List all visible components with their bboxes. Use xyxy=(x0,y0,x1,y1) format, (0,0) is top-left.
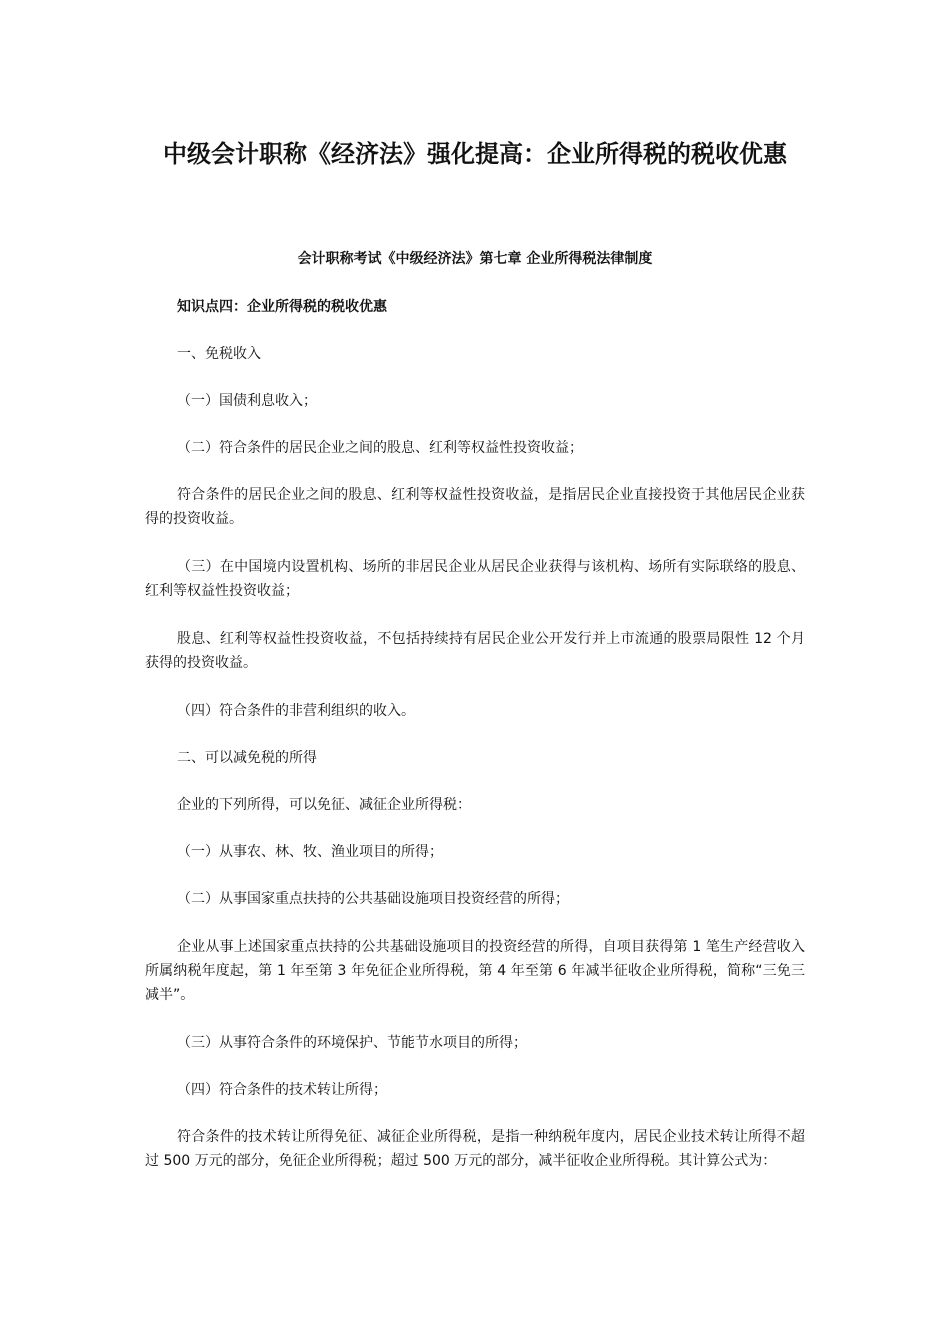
document-title: 中级会计职称《经济法》强化提高：企业所得税的税收优惠 xyxy=(163,139,787,168)
paragraph: 企业的下列所得，可以免征、减征企业所得税： xyxy=(177,797,471,813)
paragraph: （四）符合条件的非营利组织的收入。 xyxy=(177,703,415,719)
paragraph: （四）符合条件的技术转让所得； xyxy=(177,1082,387,1098)
paragraph: （三）在中国境内设置机构、场所的非居民企业从居民企业获得与该机构、场所有实际联络的股息、红利等权益性投资收益； xyxy=(145,559,805,599)
paragraph: （三）从事符合条件的环境保护、节能节水项目的所得； xyxy=(177,1035,527,1051)
paragraph: 符合条件的居民企业之间的股息、红利等权益性投资收益，是指居民企业直接投资于其他居民企业获得的投资收益。 xyxy=(145,487,805,527)
paragraph: 企业从事上述国家重点扶持的公共基础设施项目的投资经营的所得，自项目获得第 1 笔生产经营收入所属纳税年度起，第 1 年至第 3 年免征企业所得税，第 4 年至第 6 年减半征收企业所得税，简称“三免三减半”。 xyxy=(145,939,805,1003)
paragraph: 股息、红利等权益性投资收益，不包括持续持有居民企业公开发行并上市流通的股票局限性 12 个月获得的投资收益。 xyxy=(145,631,805,671)
paragraph: 二、可以减免税的所得 xyxy=(177,750,317,766)
paragraph: （一）从事农、林、牧、渔业项目的所得； xyxy=(177,844,443,860)
paragraph: 一、免税收入 xyxy=(177,346,261,362)
paragraph: （一）国债利息收入； xyxy=(177,393,317,409)
paragraph: 符合条件的技术转让所得免征、减征企业所得税，是指一种纳税年度内，居民企业技术转让所得不超过 500 万元的部分，免征企业所得税；超过 500 万元的部分，减半征收企业所得税。其计算公式为： xyxy=(145,1129,805,1169)
paragraph: （二）符合条件的居民企业之间的股息、红利等权益性投资收益； xyxy=(177,440,583,456)
paragraph: （二）从事国家重点扶持的公共基础设施项目投资经营的所得； xyxy=(177,891,569,907)
document-subtitle: 会计职称考试《中级经济法》第七章 企业所得税法律制度 xyxy=(297,251,653,267)
section-heading: 知识点四：企业所得税的税收优惠 xyxy=(177,299,387,315)
